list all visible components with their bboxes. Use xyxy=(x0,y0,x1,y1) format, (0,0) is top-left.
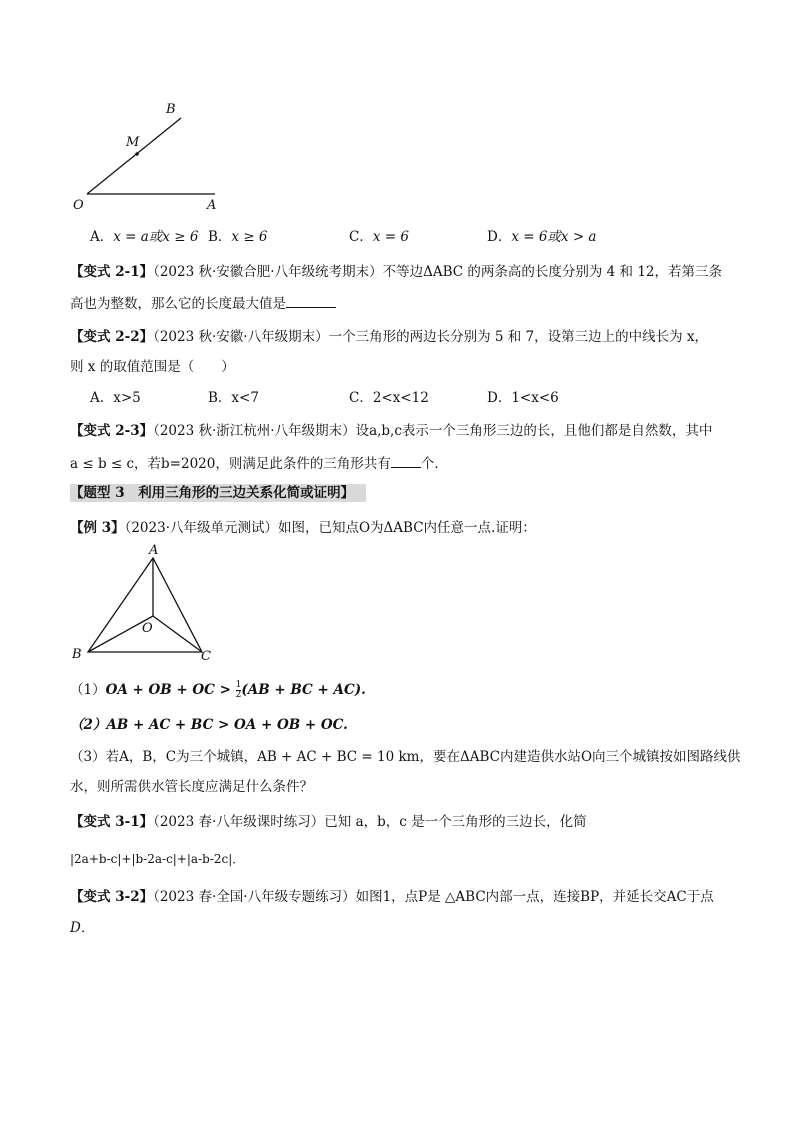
variant-2-2-option-d: D．1<x<6 xyxy=(487,390,559,406)
variant-2-3-line2: a ≤ b ≤ c，若b=2020，则满足此条件的三角形共有 个． xyxy=(70,453,448,473)
fraction-denominator: 2 xyxy=(235,690,242,700)
angle-figure xyxy=(60,95,240,215)
label-a: A xyxy=(207,198,217,213)
prev-option-b: B．x ≥ 6 xyxy=(208,229,268,245)
prev-option-c: C．x = 6 xyxy=(349,229,409,245)
triangle-label-o: O xyxy=(142,621,153,636)
section-3-title: 【题型 3 利用三角形的三边关系化简或证明】 xyxy=(70,485,355,501)
example-3-part-3-line2: 水，则所需供水管长度应满足什么条件？ xyxy=(70,779,313,795)
variant-3-1-expression: |2a+b-c|+|b-2a-c|+|a-b-2c|． xyxy=(70,852,245,866)
variant-3-1-line1: 【变式 3-1】（2023 春·八年级课时练习）已知 a，b，c 是一个三角形的三边长，化简 xyxy=(70,814,587,830)
triangle-figure xyxy=(66,538,226,668)
example-3-intro: 【例 3】（2023·八年级单元测试）如图，已知点O为ΔABC内任意一点.证明： xyxy=(70,520,536,536)
label-o: O xyxy=(73,198,84,213)
label-b: B xyxy=(166,102,176,117)
variant-2-2-line2: 则 x 的取值范围是（ ） xyxy=(70,359,235,375)
variant-3-2-line1: 【变式 3-2】（2023 春·全国·八年级专题练习）如图1，点P是 △ABC内部一点，连接BP，并延长交AC于点 xyxy=(70,889,714,905)
variant-2-2-option-c: C．2<x<12 xyxy=(349,390,429,406)
prev-option-a: A．x = a或x ≥ 6 xyxy=(90,229,199,245)
label-m: M xyxy=(126,135,140,150)
triangle-label-b: B xyxy=(72,647,82,662)
example-3-part-3-line1: （3）若A，B，C为三个城镇，AB + AC + BC = 10 km，要在ΔABC内建造供水站O向三个城镇按如图路线供 xyxy=(70,749,741,765)
variant-2-1-line2: 高也为整数，那么它的长度最大值是 xyxy=(70,293,336,313)
variant-2-3-line1: 【变式 2-3】（2023 秋·浙江杭州·八年级期末）设a,b,c表示一个三角形三边的长，且他们都是自然数，其中 xyxy=(70,423,713,439)
triangle-label-a: A xyxy=(149,543,159,558)
variant-2-1-line1: 【变式 2-1】（2023 秋·安徽合肥·八年级统考期末）不等边ΔABC 的两条高的长度分别为 4 和 12，若第三条 xyxy=(70,264,723,280)
fraction-numerator: 1 xyxy=(235,680,242,690)
variant-2-2-option-a: A．x>5 xyxy=(90,390,141,406)
variant-2-2-line1: 【变式 2-2】（2023 秋·安徽·八年级期末）一个三角形的两边长分别为 5 和 7，设第三边上的中线长为 x， xyxy=(70,329,709,345)
answer-blank xyxy=(286,293,336,308)
count-blank xyxy=(391,453,421,468)
variant-2-2-option-b: B．x<7 xyxy=(208,390,259,406)
example-3-part-1: （1）OA + OB + OC > $\frac{1}{2}$ (AB + BC + AC). xyxy=(70,680,366,700)
triangle-label-c: C xyxy=(201,649,211,664)
variant-3-2-line2: D． xyxy=(70,920,95,936)
example-3-part-2: （2）AB + AC + BC > OA + OB + OC. xyxy=(70,717,348,733)
prev-option-d: D．x = 6或x > a xyxy=(487,229,597,245)
